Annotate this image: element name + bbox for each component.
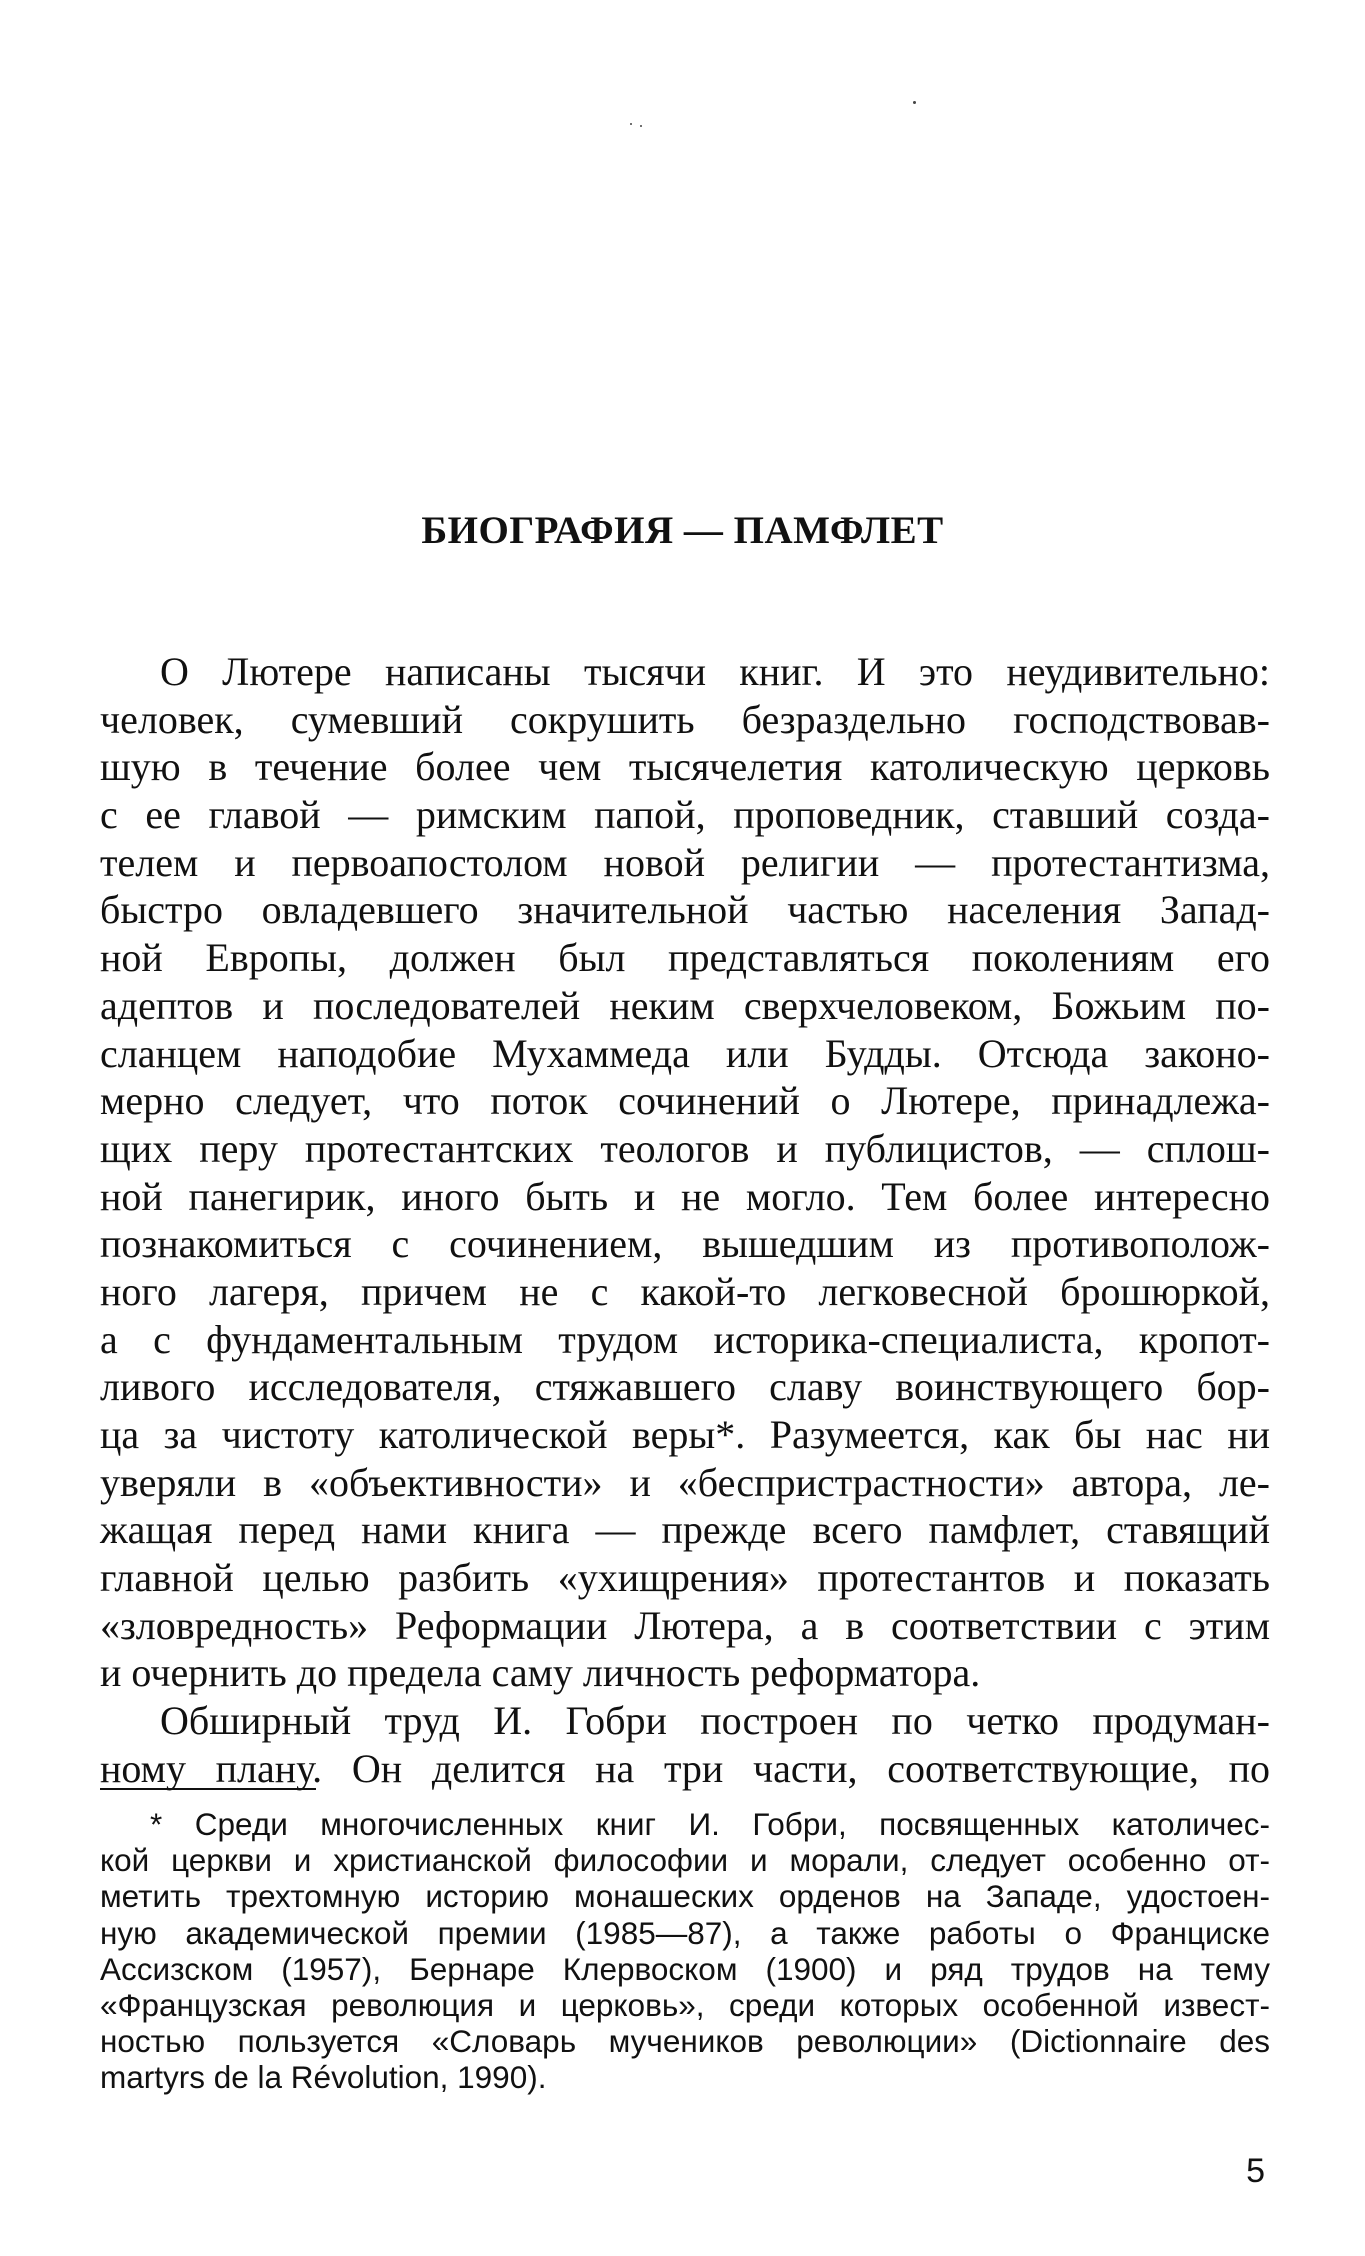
text-line: быстро овладевшего значительной частью населения Запад-	[100, 887, 1270, 933]
text-line: и очернить до предела саму личность реформатора.	[100, 1650, 981, 1696]
footnote-divider	[100, 1788, 316, 1790]
footnote-line: кой церкви и христианской философии и морали, следует особенно от-	[100, 1842, 1270, 1879]
text-line: сланцем наподобие Мухаммеда или Будды. Отсюда законо-	[100, 1030, 1270, 1076]
text-line: телем и первоапостолом новой религии — протестантизма,	[100, 839, 1270, 885]
footnote-line: martyrs de la Révolution, 1990).	[100, 2059, 547, 2096]
footnote-line: «Французская революция и церковь», среди которых особенной извест-	[100, 1986, 1270, 2023]
speck-1	[630, 123, 632, 125]
main-text	[100, 648, 1270, 1793]
text-line: познакомиться с сочинением, вышедшим из противополож-	[100, 1221, 1270, 1267]
text-line: ному плану. Он делится на три части, соответствующие, по	[100, 1745, 1270, 1791]
page-number: 5	[1246, 2152, 1265, 2190]
footnote-line: ностью пользуется «Словарь мучеников революции» (Dictionnaire des	[100, 2023, 1270, 2060]
text-line: мерно следует, что поток сочинений о Лютере, принадлежа-	[100, 1078, 1270, 1124]
text-line: ца за чистоту католической веры*. Разумеется, как бы нас ни	[100, 1412, 1270, 1457]
text-line: адептов и последователей неким сверхчеловеком, Божьим по-	[100, 982, 1270, 1028]
text-line: уверяли в «объективности» и «беспристрастности» автора, ле-	[100, 1459, 1270, 1505]
text-line: главной целью разбить «ухищрения» протестантов и показать	[100, 1555, 1270, 1601]
text-line: ного лагеря, причем не с какой-то легковесной брошюркой,	[100, 1268, 1270, 1314]
text-line: а с фундаментальным трудом историка-специалиста, кропот-	[100, 1316, 1270, 1362]
text-line: с ее главой — римским папой, проповедник, ставший созда-	[100, 792, 1270, 838]
footnote-line: * Среди многочисленных книг И. Гобри, посвященных католичес-	[150, 1806, 1270, 1842]
footnote	[100, 1806, 1270, 2096]
text-line: человек, сумевший сокрушить безраздельно господствовав-	[100, 696, 1270, 742]
speck-2	[640, 125, 642, 127]
text-line: ливого исследователя, стяжавшего славу воинствующего бор-	[100, 1364, 1270, 1410]
text-line: О Лютере написаны тысячи книг. И это неудивительно:	[160, 649, 1270, 694]
text-line: Обширный труд И. Гобри построен по четко продуман-	[160, 1698, 1270, 1744]
footnote-line: метить трехтомную историю монашеских орденов на Западе, удостоен-	[100, 1878, 1270, 1915]
text-line: «зловредность» Реформации Лютера, а в соответствии с этим	[100, 1602, 1270, 1648]
text-line: шую в течение более чем тысячелетия католическую церковь	[100, 744, 1270, 790]
text-line: жащая перед нами книга — прежде всего памфлет, ставящий	[100, 1507, 1270, 1553]
scan-specks	[0, 115, 1365, 135]
text-line: ной Европы, должен был представляться поколениям его	[100, 935, 1270, 981]
footnote-line: ную академической премии (1985—87), а также работы о Франциске	[100, 1914, 1270, 1951]
footnote-line: Ассизском (1957), Бернаре Клервоском (1900) и ряд трудов на тему	[100, 1950, 1270, 1987]
text-line: щих перу протестантских теологов и публицистов, — сплош-	[100, 1125, 1270, 1171]
text-line: ной панегирик, иного быть и не могло. Тем более интересно	[100, 1173, 1270, 1219]
speck-3	[913, 101, 916, 104]
page-title: БИОГРАФИЯ — ПАМФЛЕТ	[421, 509, 944, 552]
